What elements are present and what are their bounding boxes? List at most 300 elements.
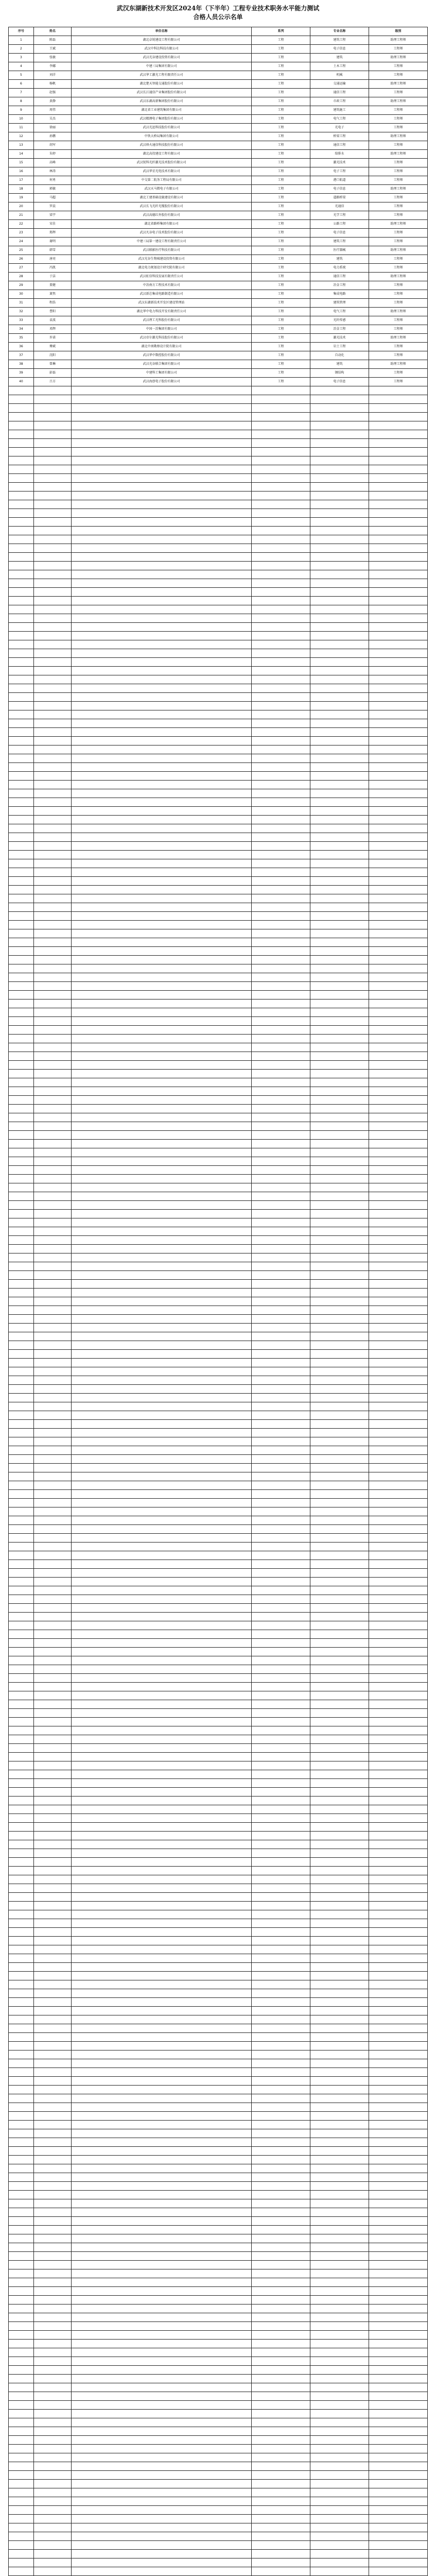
cell-unit (72, 737, 252, 745)
cell-unit (72, 894, 252, 903)
cell-index (9, 588, 34, 597)
cell-level (369, 693, 428, 702)
cell-major (310, 903, 369, 912)
cell-level (369, 2550, 428, 2558)
cell-name (33, 1096, 71, 1105)
cell-unit (72, 1919, 252, 1928)
cell-index (9, 2558, 34, 2567)
cell-name: 宋佳 (33, 220, 71, 229)
cell-index (9, 2243, 34, 2252)
table-row (9, 2313, 428, 2322)
cell-unit (72, 1464, 252, 1472)
table-row (9, 886, 428, 894)
cell-index (9, 2269, 34, 2278)
cell-unit (72, 2243, 252, 2252)
table-row (9, 1525, 428, 1534)
cell-level (369, 1507, 428, 1516)
table-row (9, 1201, 428, 1210)
cell-name (33, 588, 71, 597)
cell-level (369, 816, 428, 824)
table-row (9, 1411, 428, 1420)
cell-series: 工程 (252, 246, 310, 255)
table-row (9, 1919, 428, 1928)
cell-series (252, 1201, 310, 1210)
cell-series: 工程 (252, 71, 310, 80)
cell-level (369, 1350, 428, 1359)
cell-unit (72, 1840, 252, 1849)
cell-name (33, 553, 71, 562)
cell-unit (72, 2331, 252, 2340)
cell-unit (72, 1560, 252, 1569)
cell-series (252, 1175, 310, 1183)
cell-series (252, 2173, 310, 2182)
table-row (9, 1253, 428, 1262)
cell-unit (72, 1043, 252, 1052)
cell-name (33, 1140, 71, 1148)
cell-series (252, 999, 310, 1008)
cell-unit (72, 2322, 252, 2331)
cell-unit (72, 465, 252, 474)
cell-series (252, 2217, 310, 2226)
cell-major (310, 2024, 369, 2033)
cell-index: 6 (9, 80, 34, 89)
cell-name (33, 1560, 71, 1569)
cell-index (9, 1639, 34, 1648)
table-header-row (9, 27, 428, 36)
cell-name: 程浩 (33, 299, 71, 308)
cell-unit (72, 2541, 252, 2550)
cell-name (33, 2287, 71, 2296)
table-row (9, 1131, 428, 1140)
cell-index (9, 2427, 34, 2436)
cell-major (310, 1490, 369, 1499)
cell-major (310, 781, 369, 789)
table-row (9, 833, 428, 842)
cell-index (9, 999, 34, 1008)
cell-series (252, 2375, 310, 2383)
cell-level (369, 509, 428, 518)
cell-unit (72, 2427, 252, 2436)
cell-name: 陈磊 (33, 36, 71, 45)
table-row (9, 1665, 428, 1674)
cell-unit (72, 2068, 252, 2077)
table-row (9, 1218, 428, 1227)
cell-major (310, 2269, 369, 2278)
cell-unit (72, 2121, 252, 2129)
cell-name (33, 999, 71, 1008)
cell-index (9, 605, 34, 614)
cell-unit: 湖北高投建设工程有限公司 (72, 150, 252, 159)
cell-index (9, 1043, 34, 1052)
cell-index (9, 2532, 34, 2541)
cell-series (252, 2366, 310, 2375)
cell-name (33, 807, 71, 816)
table-row (9, 2304, 428, 2313)
cell-series (252, 2383, 310, 2392)
cell-index (9, 1805, 34, 1814)
cell-level (369, 570, 428, 579)
cell-index: 13 (9, 141, 34, 150)
cell-index (9, 1753, 34, 1761)
cell-series (252, 1245, 310, 1253)
cell-series (252, 1884, 310, 1893)
cell-level (369, 2453, 428, 2462)
cell-unit (72, 772, 252, 781)
table-row (9, 1744, 428, 1753)
cell-index (9, 1140, 34, 1148)
cell-series (252, 2138, 310, 2147)
cell-series (252, 2024, 310, 2033)
cell-index (9, 430, 34, 439)
cell-index (9, 448, 34, 456)
cell-level (369, 886, 428, 894)
cell-level: 工程师 (369, 229, 428, 238)
cell-series (252, 1026, 310, 1035)
cell-series: 工程 (252, 202, 310, 211)
header-major: 专业名称 (310, 27, 369, 36)
table-row (9, 2392, 428, 2401)
document-title: 武汉东湖新技术开发区2024年（下半年）工程专业技术职务水平能力测试 合格人员公示名单 (116, 5, 320, 21)
cell-index (9, 1385, 34, 1394)
cell-major (310, 570, 369, 579)
cell-index (9, 562, 34, 570)
cell-major: 光学工程 (310, 211, 369, 220)
cell-level (369, 2313, 428, 2322)
cell-major (310, 2287, 369, 2296)
cell-major (310, 2086, 369, 2094)
cell-name (33, 1744, 71, 1753)
cell-index (9, 1683, 34, 1691)
cell-index (9, 1175, 34, 1183)
cell-level (369, 947, 428, 956)
cell-major (310, 1245, 369, 1253)
cell-name (33, 1937, 71, 1945)
cell-unit (72, 509, 252, 518)
cell-major (310, 1481, 369, 1490)
cell-series (252, 886, 310, 894)
cell-index (9, 877, 34, 886)
table-row (9, 316, 428, 325)
cell-name (33, 1954, 71, 1963)
table-row (9, 1814, 428, 1823)
table-row (9, 1481, 428, 1490)
cell-index: 16 (9, 167, 34, 176)
cell-name (33, 1832, 71, 1840)
cell-major (310, 2252, 369, 2261)
cell-index (9, 2182, 34, 2191)
cell-major (310, 1227, 369, 1236)
cell-series (252, 1035, 310, 1043)
cell-index (9, 982, 34, 991)
cell-major (310, 1280, 369, 1289)
cell-name (33, 1595, 71, 1604)
cell-major (310, 1008, 369, 1017)
cell-unit (72, 851, 252, 859)
cell-level (369, 851, 428, 859)
cell-unit (72, 2550, 252, 2558)
cell-index (9, 1157, 34, 1166)
cell-unit (72, 2129, 252, 2138)
table-row (9, 562, 428, 570)
cell-major (310, 2401, 369, 2410)
cell-series (252, 1560, 310, 1569)
cell-index (9, 1324, 34, 1332)
table-row (9, 1096, 428, 1105)
cell-unit (72, 1367, 252, 1376)
cell-major (310, 483, 369, 492)
table-row (9, 2121, 428, 2129)
cell-series: 工程 (252, 132, 310, 141)
table-row (9, 702, 428, 710)
table-row (9, 2322, 428, 2331)
table-row (9, 1227, 428, 1236)
cell-name: 孙鹏 (33, 132, 71, 141)
table-row (9, 1385, 428, 1394)
cell-unit (72, 1271, 252, 1280)
cell-series (252, 1324, 310, 1332)
cell-name (33, 2340, 71, 2348)
table-row (9, 1902, 428, 1910)
table-row (9, 2541, 428, 2550)
table-row (9, 1875, 428, 1884)
table-row (9, 693, 428, 702)
cell-index (9, 1779, 34, 1788)
cell-unit: 湖北省路桥集团有限公司 (72, 220, 252, 229)
cell-major (310, 2173, 369, 2182)
table-row (9, 2138, 428, 2147)
cell-series: 工程 (252, 185, 310, 194)
cell-series: 工程 (252, 124, 310, 132)
table-row (9, 2033, 428, 2042)
cell-major (310, 2050, 369, 2059)
cell-series (252, 737, 310, 745)
table-row (9, 2103, 428, 2112)
cell-name (33, 1341, 71, 1350)
cell-index: 18 (9, 185, 34, 194)
cell-index (9, 684, 34, 693)
cell-unit (72, 1341, 252, 1350)
cell-name (33, 2453, 71, 2462)
cell-series (252, 842, 310, 851)
cell-unit (72, 1884, 252, 1893)
cell-name (33, 1455, 71, 1464)
cell-level (369, 2348, 428, 2357)
table-row (9, 185, 428, 194)
cell-unit (72, 859, 252, 868)
cell-level: 工程师 (369, 255, 428, 264)
cell-level (369, 2261, 428, 2269)
cell-index (9, 1726, 34, 1735)
cell-series (252, 781, 310, 789)
cell-name (33, 1061, 71, 1070)
table-row (9, 360, 428, 369)
cell-index (9, 1595, 34, 1604)
table-row (9, 1105, 428, 1113)
table-row (9, 1648, 428, 1656)
cell-series: 工程 (252, 325, 310, 334)
cell-level (369, 1525, 428, 1534)
cell-unit (72, 2383, 252, 2392)
cell-name (33, 2050, 71, 2059)
cell-name (33, 728, 71, 737)
cell-unit: 中国一冶集团有限公司 (72, 325, 252, 334)
cell-index (9, 1411, 34, 1420)
cell-name (33, 851, 71, 859)
cell-index (9, 2453, 34, 2462)
table-row (9, 1849, 428, 1858)
cell-series (252, 1105, 310, 1113)
cell-unit (72, 1744, 252, 1753)
table-row (9, 238, 428, 246)
cell-major (310, 395, 369, 404)
cell-level (369, 1394, 428, 1402)
table-row (9, 413, 428, 421)
cell-level: 助理工程师 (369, 308, 428, 316)
cell-unit: 武汉烽火通信科技股份有限公司 (72, 141, 252, 150)
cell-name (33, 921, 71, 929)
cell-level (369, 772, 428, 781)
cell-level (369, 1455, 428, 1464)
table-row (9, 570, 428, 579)
cell-unit (72, 2042, 252, 2050)
cell-major (310, 2436, 369, 2445)
cell-level (369, 1928, 428, 1937)
cell-name (33, 1289, 71, 1297)
cell-major (310, 1359, 369, 1367)
cell-name (33, 605, 71, 614)
table-row (9, 1122, 428, 1131)
cell-name (33, 1087, 71, 1096)
cell-major (310, 2488, 369, 2497)
cell-major (310, 737, 369, 745)
cell-major (310, 1411, 369, 1420)
cell-unit (72, 1481, 252, 1490)
cell-index: 23 (9, 229, 34, 238)
cell-index (9, 1131, 34, 1140)
cell-major (310, 956, 369, 964)
cell-level (369, 439, 428, 448)
cell-level (369, 1735, 428, 1744)
cell-major (310, 1332, 369, 1341)
cell-unit (72, 2340, 252, 2348)
cell-major (310, 675, 369, 684)
cell-series (252, 1289, 310, 1297)
cell-level: 助理工程师 (369, 360, 428, 369)
cell-level (369, 1595, 428, 1604)
cell-major (310, 2348, 369, 2357)
cell-unit (72, 579, 252, 588)
cell-name (33, 675, 71, 684)
cell-level (369, 973, 428, 982)
cell-name (33, 1709, 71, 1718)
table-row (9, 1656, 428, 1665)
cell-series (252, 693, 310, 702)
cell-index: 24 (9, 238, 34, 246)
cell-series (252, 2322, 310, 2331)
cell-name (33, 1437, 71, 1446)
cell-unit: 武汉凡谷电子技术股份有限公司 (72, 229, 252, 238)
cell-index (9, 483, 34, 492)
cell-unit (72, 421, 252, 430)
cell-index (9, 2199, 34, 2208)
cell-major (310, 1218, 369, 1227)
cell-level (369, 544, 428, 553)
cell-name (33, 1770, 71, 1779)
cell-index (9, 1367, 34, 1376)
cell-series (252, 588, 310, 597)
cell-major (310, 816, 369, 824)
cell-unit (72, 2532, 252, 2541)
cell-major (310, 710, 369, 719)
table-row (9, 2383, 428, 2392)
cell-major (310, 842, 369, 851)
table-row (9, 1280, 428, 1289)
cell-series (252, 1963, 310, 1972)
cell-unit (72, 833, 252, 842)
cell-major (310, 1297, 369, 1306)
cell-major (310, 1797, 369, 1805)
cell-index: 5 (9, 71, 34, 80)
cell-name (33, 2243, 71, 2252)
cell-level (369, 2226, 428, 2234)
cell-series: 工程 (252, 167, 310, 176)
cell-unit: 湖北卓锐建设工程有限公司 (72, 36, 252, 45)
cell-level (369, 2269, 428, 2278)
cell-series (252, 2156, 310, 2164)
cell-series (252, 2567, 310, 2576)
cell-major (310, 1236, 369, 1245)
cell-major (310, 789, 369, 798)
cell-series: 工程 (252, 238, 310, 246)
table-row (9, 395, 428, 404)
cell-index (9, 1499, 34, 1507)
table-row (9, 2480, 428, 2488)
cell-index (9, 500, 34, 509)
cell-major (310, 623, 369, 632)
cell-series (252, 2042, 310, 2050)
cell-name (33, 2541, 71, 2550)
cell-name (33, 2523, 71, 2532)
cell-name (33, 623, 71, 632)
cell-level (369, 1052, 428, 1061)
cell-name (33, 2550, 71, 2558)
cell-level (369, 1814, 428, 1823)
cell-name (33, 1814, 71, 1823)
cell-name (33, 1840, 71, 1849)
cell-name: 吕方 (33, 378, 71, 386)
cell-name (33, 1858, 71, 1867)
cell-name (33, 2086, 71, 2094)
cell-series (252, 1464, 310, 1472)
cell-level: 工程师 (369, 343, 428, 351)
cell-name (33, 2094, 71, 2103)
cell-index (9, 2340, 34, 2348)
cell-level (369, 1341, 428, 1350)
cell-series (252, 1429, 310, 1437)
cell-level (369, 2024, 428, 2033)
table-row (9, 2278, 428, 2287)
cell-unit (72, 903, 252, 912)
cell-series (252, 1490, 310, 1499)
table-row (9, 2427, 428, 2436)
table-row (9, 45, 428, 54)
table-row (9, 1788, 428, 1797)
cell-name (33, 2042, 71, 2050)
table-row (9, 912, 428, 921)
cell-index (9, 1070, 34, 1078)
cell-unit: 武汉东湖高新集团股份有限公司 (72, 97, 252, 106)
cell-name (33, 754, 71, 763)
